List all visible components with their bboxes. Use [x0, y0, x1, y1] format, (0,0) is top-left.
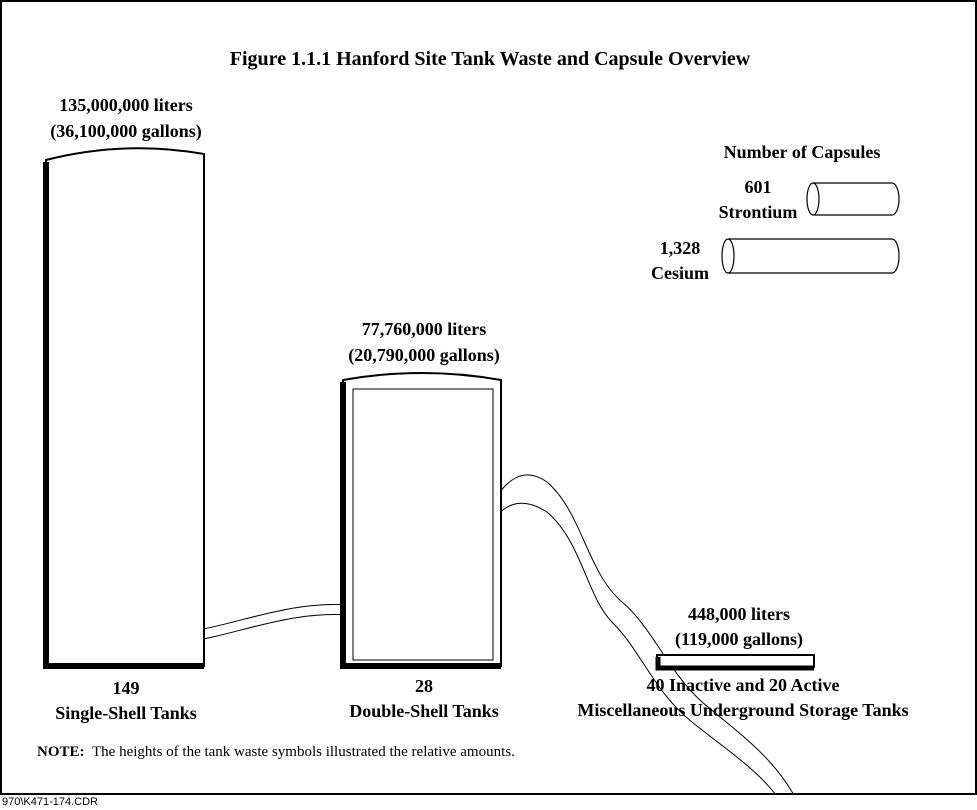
double-shell-volume-gallons: (20,790,000 gallons): [348, 345, 500, 365]
note-prefix: NOTE:: [37, 744, 85, 760]
figure-title: Figure 1.1.1 Hanford Site Tank Waste and Capsule Overview: [229, 48, 751, 70]
cesium-label: Cesium: [651, 263, 709, 283]
misc-volume-gallons: (119,000 gallons): [674, 629, 804, 649]
single-shell-label: Single-Shell Tanks: [55, 703, 197, 723]
figure-note: [37, 743, 515, 761]
single-shell-volume-liters: 135,000,000 liters: [59, 95, 193, 115]
strontium-label: Strontium: [718, 202, 798, 222]
cesium-capsule-icon: [722, 239, 899, 273]
misc-label: Miscellaneous Underground Storage Tanks: [577, 700, 909, 720]
single-shell-volume-gallons: (36,100,000 gallons): [50, 121, 202, 141]
misc-count-line: 40 Inactive and 20 Active: [646, 675, 840, 695]
misc-volume-liters: 448,000 liters: [688, 604, 790, 624]
misc-tank-symbol: [657, 655, 814, 668]
double-shell-count: 28: [415, 676, 433, 696]
note-text: The heights of the tank waste symbols illustrated the relative amounts.: [92, 744, 515, 760]
strontium-capsule-icon: [807, 183, 899, 215]
strontium-count: 601: [744, 177, 772, 197]
double-shell-volume-liters: 77,760,000 liters: [361, 319, 487, 339]
double-shell-tank-symbol: [343, 373, 501, 666]
double-shell-label: Double-Shell Tanks: [349, 701, 499, 721]
capsules-heading: Number of Capsules: [723, 142, 881, 162]
single-shell-count: 149: [112, 678, 140, 698]
cesium-count: 1,328: [659, 238, 701, 258]
single-shell-tank-symbol: [46, 148, 204, 667]
file-reference: 970\K471-174.CDR: [2, 796, 99, 808]
